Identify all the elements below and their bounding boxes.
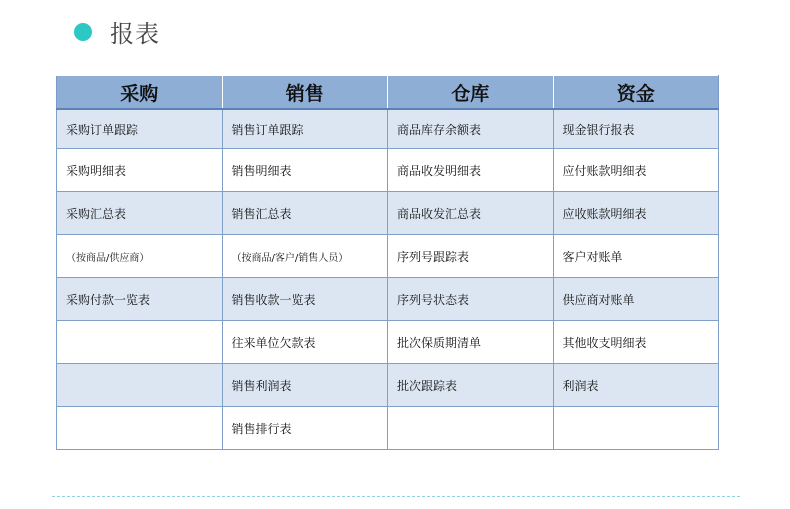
report-link[interactable]: 其他收支明细表 (553, 321, 719, 364)
report-link[interactable]: 批次保质期清单 (388, 321, 554, 364)
report-link[interactable]: 客户对账单 (553, 235, 719, 278)
report-link[interactable]: 应付账款明细表 (553, 149, 719, 192)
report-link[interactable]: 销售明细表 (222, 149, 388, 192)
table-row (57, 278, 719, 321)
column-header-sales: 销售 (222, 76, 388, 110)
report-note: （按商品/客户/销售人员） (222, 235, 388, 278)
table-row (57, 235, 719, 278)
report-link[interactable]: 序列号跟踪表 (388, 235, 554, 278)
empty-cell (57, 407, 223, 450)
report-link[interactable]: 销售订单跟踪 (222, 109, 388, 149)
report-link[interactable]: 利润表 (553, 364, 719, 407)
table-row (57, 109, 719, 149)
column-header-warehouse: 仓库 (388, 76, 554, 110)
page-header (74, 14, 160, 49)
footer-divider (52, 496, 740, 497)
column-header-funds: 资金 (553, 76, 719, 110)
empty-cell (553, 407, 719, 450)
report-link[interactable]: 销售汇总表 (222, 192, 388, 235)
column-header-purchasing: 采购 (57, 76, 223, 110)
table-row (57, 364, 719, 407)
report-link[interactable]: 商品收发明细表 (388, 149, 554, 192)
report-link[interactable]: 采购付款一览表 (57, 278, 223, 321)
report-link[interactable]: 供应商对账单 (553, 278, 719, 321)
report-link[interactable]: 采购明细表 (57, 149, 223, 192)
report-link[interactable]: 往来单位欠款表 (222, 321, 388, 364)
report-link[interactable]: 应收账款明细表 (553, 192, 719, 235)
table-row (57, 192, 719, 235)
empty-cell (388, 407, 554, 450)
empty-cell (57, 321, 223, 364)
bullet-dot-icon (74, 23, 92, 41)
report-link[interactable]: 销售排行表 (222, 407, 388, 450)
table-row (57, 321, 719, 364)
reports-table (56, 75, 719, 450)
table-row (57, 407, 719, 450)
report-link[interactable]: 销售收款一览表 (222, 278, 388, 321)
table-row (57, 149, 719, 192)
report-link[interactable]: 销售利润表 (222, 364, 388, 407)
report-link[interactable]: 序列号状态表 (388, 278, 554, 321)
page-title: 报表 (110, 20, 160, 48)
report-link[interactable]: 商品库存余额表 (388, 109, 554, 149)
report-link[interactable]: 现金银行报表 (553, 109, 719, 149)
report-link[interactable]: 采购汇总表 (57, 192, 223, 235)
report-note: （按商品/供应商） (57, 235, 223, 278)
report-link[interactable]: 商品收发汇总表 (388, 192, 554, 235)
report-link[interactable]: 批次跟踪表 (388, 364, 554, 407)
report-link[interactable]: 采购订单跟踪 (57, 109, 223, 149)
empty-cell (57, 364, 223, 407)
table-header-row (57, 76, 719, 110)
